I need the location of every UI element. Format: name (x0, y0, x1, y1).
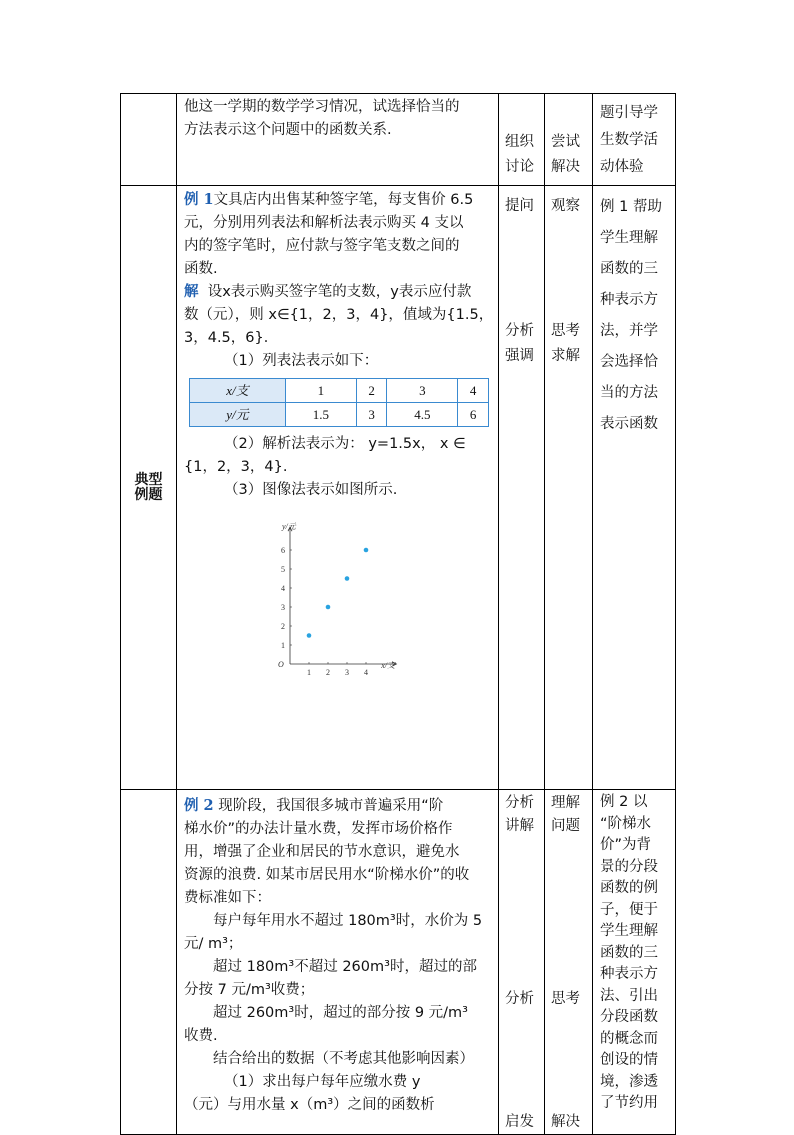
teacher-activity: 组织 (505, 134, 534, 150)
student-activity: 问题 (551, 818, 580, 834)
y-tick-label: 6 (281, 546, 285, 555)
student-activity: 观察 (551, 198, 580, 214)
note-line: 法、引出 (600, 987, 658, 1004)
example2-content (177, 790, 498, 1117)
x-tick-label: 3 (345, 668, 349, 677)
data-point (326, 605, 331, 610)
data-point (345, 576, 350, 581)
table-cell: 3 (387, 379, 458, 403)
note-line: 生数学活 (600, 132, 658, 148)
teacher-activity: 强调 (505, 348, 534, 364)
section-label-line: 典型 (134, 471, 163, 488)
note-line: 种表示方 (600, 292, 658, 308)
design-note-cell (593, 790, 676, 1135)
table-row (190, 379, 489, 403)
teacher-activity (505, 219, 544, 244)
y-tick-label: 4 (281, 584, 285, 593)
student-activity (551, 269, 592, 294)
x-tick-label: 4 (364, 668, 368, 677)
table-cell: 1.5 (285, 403, 356, 427)
text-line: 方法表示这个问题中的函数关系. (184, 122, 392, 138)
section-cell-empty (121, 790, 177, 1135)
table-cell: 6 (458, 403, 489, 427)
y-axis-label: y/元 (282, 522, 296, 532)
text-line: （1）求出每户每年应缴水费 y (224, 1074, 421, 1090)
text-line: 超过 260m³时，超过的部分按 9 元/m³ (213, 1005, 468, 1021)
value-table (189, 378, 489, 427)
example1-content (177, 186, 498, 692)
text-line: 每户每年用水不超过 180m³时，水价为 5 (213, 913, 483, 929)
student-activity: 思考 (551, 991, 580, 1007)
content-cell (177, 790, 499, 1135)
y-tick-label: 5 (281, 565, 285, 574)
y-tick-label: 1 (281, 641, 285, 650)
table-cell: 3 (356, 403, 387, 427)
table-header: x/支 (190, 379, 286, 403)
table-cell: 4.5 (387, 403, 458, 427)
text-line: （1）列表法表示如下： (224, 353, 379, 369)
note-line: 学生理解 (600, 230, 658, 246)
teacher-activity-cell (499, 186, 545, 790)
teacher-activity (505, 244, 544, 269)
content-cell (177, 94, 499, 186)
note-line: 学生理解 (600, 923, 658, 939)
note-line: 的概念而 (600, 1030, 658, 1047)
teacher-activity: 分析 (505, 795, 534, 811)
note-line: 表示函数 (600, 416, 658, 432)
note-line: 景的分段 (600, 858, 658, 875)
table-row (121, 790, 676, 1135)
scatter-chart (262, 522, 422, 692)
teacher-activity: 提问 (505, 198, 534, 214)
table-header: y/元 (190, 403, 286, 427)
table-row (121, 186, 676, 790)
text-line: （2）解析法表示为： y=1.5x， x ∈ (224, 436, 466, 452)
teacher-activity (505, 269, 544, 294)
section-label-line: 例题 (134, 486, 163, 503)
note-line: 函数的例 (600, 880, 658, 896)
text-line: 结合给出的数据（不考虑其他影响因素） (213, 1051, 474, 1067)
note-line: 法，并学 (600, 323, 658, 339)
note-line: 分段函数 (600, 1009, 658, 1025)
text-line: 内的签字笔时，应付款与签字笔支数之间的 (184, 238, 460, 254)
note-line: 题引导学 (600, 105, 658, 121)
design-note-cell (593, 94, 676, 186)
teacher-activity: 讨论 (505, 159, 534, 175)
teacher-activity-cell (499, 790, 545, 1135)
text-line: 梯水价”的办法计量水费，发挥市场价格作 (184, 821, 453, 837)
student-activity: 理解 (551, 795, 580, 811)
student-activity: 解决 (551, 159, 580, 175)
teacher-activity: 讲解 (505, 818, 534, 834)
note-line: 动体验 (600, 159, 644, 175)
teacher-activity-cell (499, 94, 545, 186)
student-activity (551, 294, 592, 319)
table-row (121, 94, 676, 186)
data-point (307, 633, 312, 638)
text-line: 超过 180m³不超过 260m³时，超过的部 (213, 959, 477, 975)
text-line: 费标准如下： (184, 890, 271, 906)
y-tick-label: 3 (281, 603, 285, 612)
text-line: 文具店内出售某种签字笔，每支售价 6.5 (213, 192, 474, 208)
student-activity: 思考 (551, 323, 580, 339)
student-activity: 解决 (551, 1114, 580, 1130)
section-label (121, 186, 177, 790)
table-cell: 4 (458, 379, 489, 403)
teacher-activity: 分析 (505, 991, 534, 1007)
design-note-cell (593, 186, 676, 790)
student-activity (551, 244, 592, 269)
table-row (190, 403, 489, 427)
text-line: 3，4.5，6}． (184, 330, 279, 346)
note-line: 境，渗透 (600, 1073, 658, 1090)
note-line: 函数的三 (600, 261, 658, 277)
text-line: 分按 7 元/m³收费； (184, 982, 315, 998)
text-line: （元）与用水量 x（m³）之间的函数析 (184, 1097, 435, 1113)
text-line: （3）图像法表示如图所示. (224, 482, 398, 498)
student-activity-cell (545, 186, 593, 790)
note-line: 子，便于 (600, 901, 658, 918)
text-line: 收费. (184, 1028, 218, 1044)
example-label: 例 1 (184, 191, 214, 208)
x-axis-label: x/支 (381, 661, 395, 670)
table-cell: 2 (356, 379, 387, 403)
teacher-activity: 分析 (505, 323, 534, 339)
note-line: 例 1 帮助 (600, 199, 662, 215)
teacher-activity (505, 294, 544, 319)
text-line: 资源的浪费. 如某市居民用水“阶梯水价”的收 (184, 867, 470, 883)
text-line: 函数. (184, 261, 218, 277)
row1-content (177, 94, 498, 142)
text-line: {1，2，3，4}. (184, 459, 288, 475)
text-line: 现阶段，我国很多城市普遍采用“阶 (218, 798, 444, 814)
text-line: 他这一学期的数学学习情况，试选择恰当的 (184, 99, 460, 115)
note-line: “阶梯水 (600, 815, 652, 832)
origin-label: O (278, 660, 284, 669)
text-line: 元，分别用列表法和解析法表示购买 4 支以 (184, 215, 464, 231)
student-activity: 求解 (551, 348, 580, 364)
chart-svg (262, 522, 422, 692)
student-activity (551, 219, 592, 244)
content-cell (177, 186, 499, 790)
note-line: 会选择恰 (600, 354, 658, 370)
note-line: 创设的情 (600, 1052, 658, 1068)
table-cell: 1 (285, 379, 356, 403)
note-line: 当的方法 (600, 385, 658, 401)
note-line: 价”为背 (600, 837, 652, 853)
text-line: 设x表示购买签字笔的支数，y表示应付款 (207, 284, 472, 300)
text-line: 用，增强了企业和居民的节水意识，避免水 (184, 844, 460, 860)
section-cell-empty (121, 94, 177, 186)
x-tick-label: 2 (326, 668, 330, 677)
data-point (364, 548, 369, 553)
student-activity-cell (545, 94, 593, 186)
example-label: 例 2 (184, 797, 214, 814)
note-line: 函数的三 (600, 944, 658, 961)
student-activity: 尝试 (551, 134, 580, 150)
solution-label: 解 (184, 284, 199, 300)
text-line: 数（元），则 x∈{1，2，3，4}，值域为{1.5， (184, 307, 494, 323)
teacher-activity: 启发 (505, 1114, 534, 1130)
note-line: 例 2 以 (600, 794, 648, 810)
note-line: 了节约用 (600, 1095, 658, 1111)
text-line: 元/ m³； (184, 936, 243, 952)
note-line: 种表示方 (600, 966, 658, 982)
lesson-plan-table (120, 93, 676, 1135)
y-tick-label: 2 (281, 622, 285, 631)
student-activity-cell (545, 790, 593, 1135)
x-tick-label: 1 (307, 668, 311, 677)
